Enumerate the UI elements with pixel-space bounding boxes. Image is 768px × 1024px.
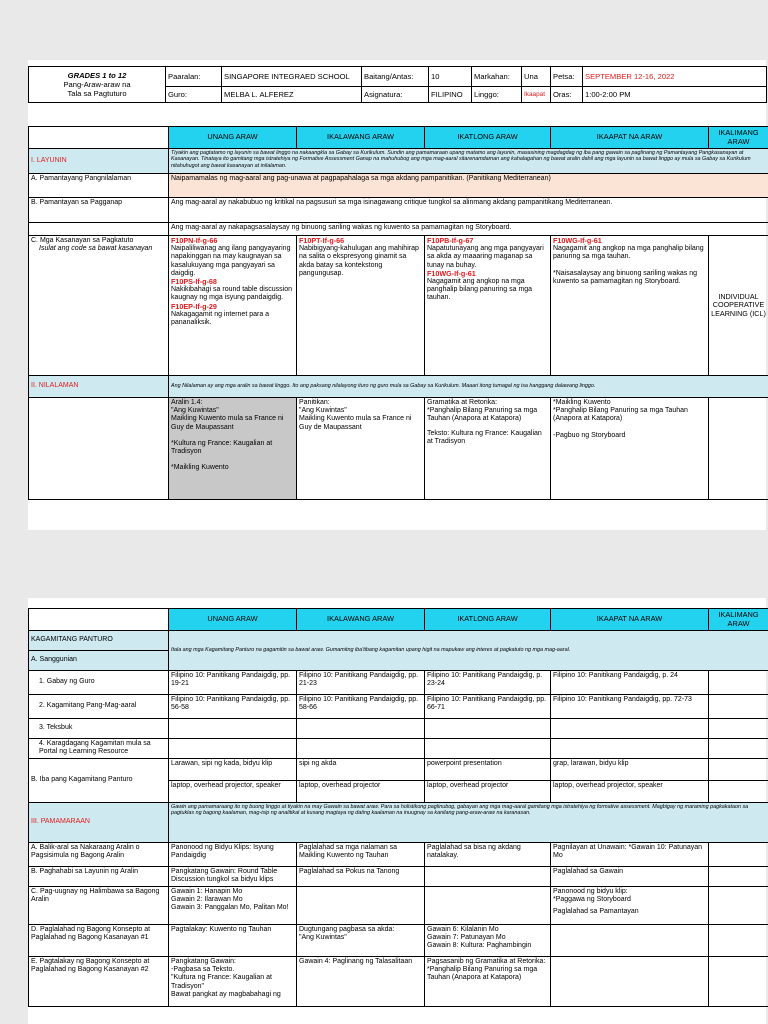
kagamitan-label: KAGAMITANG PANTURO [29,631,169,651]
pc1: Gawain 1: Hanapin Mo [171,888,243,895]
pamamaraan-label: III. PAMAMARAAN [29,803,169,843]
balik-aral-day-3: Paglalahad sa bisa ng akdang natalakay. [425,843,551,867]
n2-b: "Ang Kuwintas" [299,407,347,415]
kasanayan-sub: Isulat ang code sa bawat kasanayan [39,245,153,253]
comp-3a: Napatutunayang ang mga pangyayari sa akda ay maaaring maganap sa tunay na buhay. [427,245,544,269]
pamamaraan-desc: Gawin ang pamamaraang ito ng buong linggo at tiyakin na may Gawain sa bawat araw. Para sa holistikong paglinubog, gabayan ang mga mag-aaral gamitang mga istratehiya ng formative assessment. Magbigay ng maraming pagkakataon sa pagtuklas ng bagong kaalaman, mag-isip ng analitikal at kusang magtaya ng dating kaalaman na inuugnay sa kanilang pang-araw-araw na karanasan. [169,803,768,843]
mag-aaral-day-2: Filipino 10: Panitikang Pandaigdig, pp. 58-66 [297,695,425,719]
kasanayan-day-4 [551,236,709,376]
paglalahad-1-day-1: Pagtalakay: Kuwento ng Tauhan [169,925,297,957]
code-3a: F10PB-If-g-67 [427,236,474,245]
iba-day-2a: sipi ng akda [297,759,425,781]
pamantayan-pagganap-label: B. Pamantayan sa Pagganap [29,198,169,223]
day-5-header-2: IKALIMANG ARAW [709,609,768,631]
kasanayan-label: C. Mga Kasanayan sa Pagkatuto [31,237,134,244]
code-3b: F10WG-If-g-61 [427,268,476,278]
kasanayan-day-1 [169,236,297,376]
nilalaman-label: II. NILALAMAN [29,376,169,398]
n2-c: Maikling Kuwento mula sa France ni Guy de Maupassant [299,415,412,431]
pagtalakay-2-day-1 [169,957,297,1007]
pagtalakay-2-day-3 [425,957,551,1007]
pc4b: *Paggawa ng Storyboard [553,896,631,904]
sanggunian-label: A. Sanggunian [29,651,169,671]
kasanayan-cell [29,236,169,376]
karagdagang-kagamitan-label: 4. Karagdagang Kagamitan mula sa Portal ng Learning Resource [29,739,169,759]
mag-aaral-day-1: Filipino 10: Panitikang Pandaigdig, pp. 56-58 [169,695,297,719]
pd3a: Gawain 6: Kilalanin Mo [427,926,499,933]
day-5-header: IKALIMANG ARAW [709,127,768,149]
comp-2: Nabibigyang-kahulugan ang mahihirap na salita o ekspresyong ginamit sa akda batay sa kontekstong pangungusap. [299,245,419,277]
pc3: Gawain 3: Panggalan Mo, Palitan Mo! [171,904,289,912]
iba-day-1b: laptop, overhead projector, speaker [169,781,297,803]
pamantayang-pangnilalaman-label: A. Pamantayang Pangnilalaman [29,174,169,198]
paglalahad-1-day-3 [425,925,551,957]
guro-label: Guro: [166,87,222,103]
lesson-table-1 [28,126,768,500]
iba-day-4b: laptop, overhead projector, speaker [551,781,709,803]
lesson-table-2 [28,608,768,1007]
pe1d: Bawat pangkat ay magbabahagi ng [171,990,281,998]
n3-a: Gramatika at Retorika: [427,399,498,406]
pag-uugnay-day-1 [169,887,297,925]
iba-day-1a: Larawan, sipi ng kada, bidyu klip [169,759,297,781]
paaralan-value: SINGAPORE INTEGRAED SCHOOL [222,67,362,87]
code-1c: F10EP-If-g-29 [171,301,217,311]
code-1b: F10PS-If-g-68 [171,277,217,287]
n1-a: Aralin 1.4: [171,399,203,406]
linggo-value: Ikaapat [522,87,551,103]
day-2-header-2: IKALAWANG ARAW [297,609,425,631]
balik-aral-day-4: Pagnilayan at Unawain: *Gawain 10: Patunayan Mo [551,843,709,867]
oras-label: Oras: [551,87,583,103]
iba-pang-kagamitan-label: B. Iba pang Kagamitang Panturo [29,759,169,803]
code-1a: F10PN-If-g-66 [171,236,218,245]
n3-b: *Panghalip Bilang Panuring sa mga Tauhan (Anapora at Katapora) [427,407,538,423]
header-table [28,66,767,103]
paglalahad-1-label: D. Paglalahad ng Bagong Konsepto at Paglalahad ng Bagong Kasanayan #1 [29,925,169,957]
doc-type-1: Pang-Araw-araw na [63,80,131,89]
asignatura-value: FILIPINO [429,87,472,103]
iba-day-3a: powerpoint presentation [425,759,551,781]
asignatura-label: Asignatura: [362,87,429,103]
nilalaman-day-4 [551,398,709,500]
layunin-label: I. LAYUNIN [29,149,169,174]
n1-c: Maikling Kuwento mula sa France ni Guy de Maupassant [171,415,284,431]
nilalaman-day-2 [297,398,425,500]
n2-a: Panitikan: [299,399,330,406]
n4-b: *Panghalip Bilang Panuring sa mga Tauhan (Anapora at Katapora) [553,407,688,423]
paghahabi-day-4: Paglalahad sa Gawain [551,867,709,887]
balik-aral-label: A. Balik-aral sa Nakaraang Aralin o Pagsisimula ng Bagong Aralin [29,843,169,867]
pamantayan-pagganap-value-2: Ang mag-aaral ay nakapagsasalaysay ng binuong sariling wakas ng kuwento sa pamamagitan ng Storyboard. [169,223,768,236]
markahan-label: Markahan: [472,67,522,87]
pd2a: Dugtungang pagbasa sa akda: [299,926,395,933]
baitang-value: 10 [429,67,472,87]
day-4-header: IKAAPAT NA ARAW [551,127,709,149]
pamantayan-pagganap-value: Ang mag-aaral ay nakabubuo ng kritikal na pagsusuri sa mga isinagawang critique tungkol sa alinmang akdang pampanitikang Mediterranean. [169,198,768,223]
n1-e: *Maikling Kuwento [171,464,229,472]
day-1-header: UNANG ARAW [169,127,297,149]
paghahabi-day-2: Paglalahad sa Pokus na Tanong [297,867,425,887]
nilalaman-day-3 [425,398,551,500]
kagamitan-desc: Itala ang mga Kagamitang Panturo na gagamitin sa bawat araw. Gumamitng iba'tibang kagamitan upang higit na mapukaw ang interes at pagkatuto ng mga mag-aaral. [169,631,768,671]
day-3-header: IKATLONG ARAW [425,127,551,149]
gabay-guro-label: 1. Gabay ng Guro [29,671,169,695]
pd3c: Gawain 8: Kultura: Paghambingin [427,942,532,950]
pd3b: Gawain 7: Patunayan Mo [427,934,506,942]
nilalaman-day-1 [169,398,297,500]
baitang-label: Baitang/Antas: [362,67,429,87]
oras-value: 1:00-2:00 PM [583,87,767,103]
mag-aaral-day-4: Filipino 10: Panitikang Pandaigdig, pp. 72-73 [551,695,709,719]
kasanayan-day-2 [297,236,425,376]
n4-a: *Maikling Kuwento [553,399,611,406]
n3-c: Teksto: Kultura ng France: Kaugalian at Tradisyon [427,429,542,445]
petsa-label: Petsa: [551,67,583,87]
paghahabi-label: B. Paghahabi sa Layunin ng Aralin [29,867,169,887]
gabay-guro-day-2: Filipino 10: Panitikang Pandaigdig, pp. 21-23 [297,671,425,695]
paglalahad-1-day-2 [297,925,425,957]
paghahabi-day-3 [425,867,551,887]
balik-aral-day-2: Paglalahad sa mga nalaman sa Maikling Kuwento ng Tauhan [297,843,425,867]
page-1 [28,60,766,530]
pagtalakay-2-label: E. Pagtalakay ng Bagong Konsepto at Paglalahad ng Bagong Kasanayan #2 [29,957,169,1007]
comp-3b: Nagagamit ang angkop na mga panghalip bilang panuring sa mga tauhan. [427,278,533,302]
gabay-guro-day-3: Filipino 10: Panitikang Pandaigdig, p. 23-24 [425,671,551,695]
day-3-header-2: IKATLONG ARAW [425,609,551,631]
layunin-desc: Tiyakin ang pagtatamo ng layunin sa bawat linggo na nakaangkla sa Gabay sa Kurikulum. Sundin ang pamamaraan upang matamo ang layunin, masasining magdagdag ng iba pang gawain sa paglinang ng Pamantayang Pangkasanayan at Kasanayan. Tinataya ito gamitang mga istratehiya ng Formative Assessment Ganap na mahuhubog ang mga mag-aaral sitarenamdaman ang kahalagahan ng bawat aralin dahil ang mga layunin sa bawat linggo ay mula sa Gabay sa Kurikulum nitahuhugot ang bawat kasanayan at inilalaman. [169,149,768,174]
teksbuk-label: 3. Teksbuk [29,719,169,739]
code-4: F10WG-If-g-61 [553,236,602,245]
kagamitang-mag-aaral-label: 2. Kagamitang Pang-Mag-aaral [29,695,169,719]
page-2 [28,598,766,1024]
pe3a: Pagsasanib ng Gramatika at Retorika: [427,958,546,965]
kasanayan-day-5: INDIVIDUAL COOPERATIVE LEARNING (ICL) [709,236,768,376]
pe1c: "Kultura ng France: Kaugalian at Tradisyon" [171,974,272,990]
kasanayan-day-3 [425,236,551,376]
comp-4a: Nagagamit ang angkop na mga panghalip bilang panuring sa mga tauhan. [553,245,704,261]
gabay-guro-day-4: Filipino 10: Panitikang Pandaigdig, p. 24 [551,671,709,695]
pamantayang-pangnilalaman-value: Naipamamalas ng mag-aaral ang pag-unawa at pagpapahalaga sa mga akdang pampanitikan. (Panitikang Mediterranean) [169,174,768,198]
paaralan-label: Paaralan: [166,67,222,87]
pc4c: Paglalahad sa Pamantayan [553,908,639,916]
guro-value: MELBA L. ALFEREZ [222,87,362,103]
n1-d: *Kultura ng France: Kaugalian at Tradisyon [171,439,273,456]
pc2: Gawain 2: Ilarawan Mo [171,896,243,904]
pag-uugnay-day-4 [551,887,709,925]
day-1-header-2: UNANG ARAW [169,609,297,631]
pe3b: *Panghalip Bilang Panuring sa mga Tauhan (Anapora at Katapora) [427,966,538,982]
balik-aral-day-1: Panonood ng Bidyu Klips: Isyung Pandaigdig [169,843,297,867]
comp-1b: Nakikibahagi sa round table discussion kaugnay ng mga isyung pandaigdig. [171,286,293,302]
day-4-header-2: IKAAPAT NA ARAW [551,609,709,631]
doc-type-2: Tala sa Pagtuturo [67,89,127,98]
linggo-label: Linggo: [472,87,522,103]
pagtalakay-2-day-2: Gawain 4: Paglinang ng Talasalitaan [297,957,425,1007]
grades-label: GRADES 1 to 12 [67,71,127,80]
comp-1c: Nakagagamit ng internet para a pananaliksik. [171,310,270,327]
comp-1a: Naipaliliwanag ang ilang pangyayaring napakinggan na may kaugnayan sa kasalukuyang mga pangyayari sa daigdig. [171,245,291,277]
pe1b: -Pagbasa sa Teksto. [171,966,235,974]
markahan-value: Una [522,67,551,87]
n1-b: "Ang Kuwintas" [171,407,219,415]
pc4a: Panonood ng bidyu klip: [553,888,628,895]
iba-day-4a: grap, larawan, bidyu klip [551,759,709,781]
petsa-value: SEPTEMBER 12-16, 2022 [583,67,767,87]
n4-c: -Pagbuo ng Storyboard [553,431,626,439]
code-2: F10PT-If-g-66 [299,236,345,245]
day-2-header: IKALAWANG ARAW [297,127,425,149]
nilalaman-desc: Ang Nilalaman ay ang mga aralin sa bawat linggo. Ito ang paksang nilalayong ituro ng guro mula sa Gabay sa Kurikulum. Maaari itong tumagal ng isa hanggang dalawang linggo. [169,376,768,398]
paghahabi-day-1: Pangkatang Gawain: Round Table Discussion tungkol sa bidyu klips [169,867,297,887]
doc-title-cell [29,67,166,103]
mag-aaral-day-3: Filipino 10: Panitikang Pandaigdig, pp. 66-71 [425,695,551,719]
comp-4b: *Naisasalaysay ang binuong sariling wakas ng kuwento sa pamamagitan ng Storyboard. [553,269,697,285]
pag-uugnay-label: C. Pag-uugnay ng Halimbawa sa Bagong Aralin [29,887,169,925]
pe1a: Pangkatang Gawain: [171,958,236,965]
iba-day-3b: laptop, overhead projector [425,781,551,803]
pd2b: "Ang Kuwintas" [299,934,347,942]
gabay-guro-day-1: Filipino 10: Panitikang Pandaigdig, pp. 19-21 [169,671,297,695]
iba-day-2b: laptop, overhead projector [297,781,425,803]
